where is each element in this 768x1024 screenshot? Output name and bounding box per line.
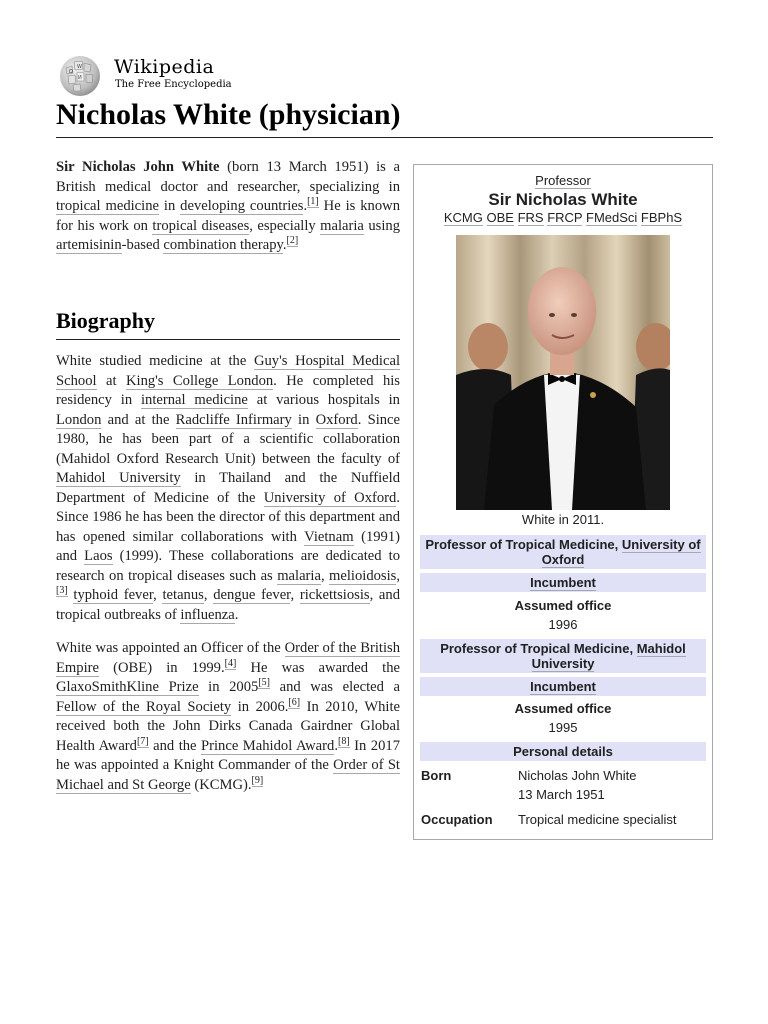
link-tetanus[interactable]: tetanus [162, 587, 204, 603]
infobox-post-nominals [414, 210, 712, 225]
personal-details-heading: Personal details [420, 742, 706, 761]
link-frs[interactable]: FRS [517, 210, 544, 225]
born-label: Born [421, 768, 452, 783]
link-frcp[interactable]: FRCP [547, 210, 583, 225]
link-tropical-medicine[interactable]: tropical medicine [56, 198, 159, 214]
citation-2[interactable]: [2] [286, 235, 299, 247]
link-office-mahidol-university[interactable]: Mahidol University [531, 641, 686, 671]
office-1-status [420, 573, 706, 592]
office-2-title: Professor of Tropical Medicine, Mahidol University [420, 639, 706, 673]
infobox [413, 164, 713, 840]
office-1-assumed-year: 1996 [548, 617, 578, 632]
link-tropical-diseases[interactable]: tropical diseases [152, 217, 250, 234]
citation-8[interactable]: [8] [337, 735, 350, 747]
link-order-st-michael-st-george[interactable]: Order of St Michael and St George [56, 757, 400, 793]
office-1-title: Professor of Tropical Medicine, University of Oxford [420, 535, 706, 569]
link-order-british-empire[interactable]: Order of the British Empire [56, 640, 400, 676]
link-incumbent-2[interactable]: Incumbent [530, 679, 596, 694]
link-glaxosmithkline-prize[interactable]: GlaxoSmithKline Prize [56, 679, 199, 695]
wikipedia-globe-icon[interactable] [56, 54, 106, 98]
link-developing-countries[interactable]: developing countries [180, 198, 304, 214]
link-typhoid-fever[interactable]: typhoid fever [73, 587, 154, 603]
link-malaria[interactable]: malaria [320, 217, 364, 234]
occupation-label: Occupation [421, 812, 493, 827]
portrait-caption: White in 2011. [521, 512, 605, 527]
link-oxford[interactable]: Oxford [315, 411, 358, 428]
biography-heading: Biography [56, 308, 156, 333]
biography-section [56, 352, 400, 809]
link-fellow-royal-society[interactable]: Fellow of the Royal Society [56, 698, 232, 715]
subject-name: Sir Nicholas John White [56, 159, 220, 175]
link-dengue-fever[interactable]: dengue fever [213, 587, 291, 603]
citation-1[interactable]: [1] [307, 196, 319, 208]
infobox-name: Sir Nicholas White [488, 190, 638, 209]
link-professor[interactable]: Professor [535, 173, 591, 188]
link-mahidol-university[interactable]: Mahidol University [56, 470, 181, 486]
link-radcliffe-infirmary[interactable]: Radcliffe Infirmary [175, 411, 292, 428]
link-influenza[interactable]: influenza [180, 606, 235, 623]
wikipedia-wordmark[interactable]: Wikipedia [114, 56, 215, 78]
link-laos[interactable]: Laos [84, 548, 113, 564]
biography-paragraph-2: White was appointed an Officer of the Order of the British Empire (OBE) in 1999.[4] He was awarded the GlaxoSmithKline Prize in 2005[5] and was elected a Fellow of the Royal Society in 2006.[6] In 2010, White received both the John Dirks Canada Gairdner Global Health Award[7] and the Prince Mahidol Award.[8] In 2017 he was appointed a Knight Commander of the Order of St Michael and St George (KCMG).[9] [56, 640, 400, 793]
wikipedia-tagline: The Free Encyclopedia [115, 79, 232, 90]
site-header [56, 54, 276, 98]
citation-9[interactable]: [9] [251, 774, 264, 786]
intro-paragraph: Sir Nicholas John White (born 13 March 1951) is a British medical doctor and researcher, specializing in tropical medicine in developing countries.[1] He is known for his work on tropical diseases, especially malaria using artemisinin-based combination therapy.[2] [56, 159, 400, 253]
link-incumbent-1[interactable]: Incumbent [530, 575, 596, 590]
link-combination-therapy[interactable]: combination therapy [163, 237, 283, 253]
portrait-image[interactable] [456, 235, 670, 510]
title-divider [56, 137, 713, 138]
link-vietnam[interactable]: Vietnam [304, 528, 354, 545]
citation-5[interactable]: [5] [258, 677, 270, 689]
link-malaria-2[interactable]: malaria [277, 567, 321, 584]
link-fmedsci[interactable]: FMedSci [586, 210, 638, 225]
link-kcmg[interactable]: KCMG [443, 210, 483, 225]
link-melioidosis[interactable]: melioidosis [329, 567, 397, 584]
office-1-assumed-label: Assumed office [514, 598, 612, 613]
citation-4[interactable]: [4] [224, 657, 237, 669]
office-2-assumed-label: Assumed office [514, 701, 612, 716]
link-london[interactable]: London [56, 411, 102, 428]
office-2-assumed-year: 1995 [548, 720, 578, 735]
svg-text:W: W [77, 64, 82, 70]
office-2-status [420, 677, 706, 696]
citation-7[interactable]: [7] [136, 735, 149, 747]
link-obe[interactable]: OBE [486, 210, 514, 225]
citation-6[interactable]: [6] [288, 696, 301, 708]
link-kings-college-london[interactable]: King's College London [125, 372, 274, 389]
born-name: Nicholas John White [518, 768, 637, 783]
link-internal-medicine[interactable]: internal medicine [140, 392, 248, 408]
link-fbphs[interactable]: FBPhS [640, 210, 683, 225]
page-title: Nicholas White (physician) [56, 98, 401, 131]
link-rickettsiosis[interactable]: rickettsiosis [299, 587, 370, 603]
link-office-university-of-oxford[interactable]: University of Oxford [541, 537, 701, 567]
svg-text:И: И [78, 75, 82, 81]
citation-3[interactable]: [3] [56, 585, 68, 597]
link-university-of-oxford[interactable]: University of Oxford [263, 489, 397, 506]
born-date: 13 March 1951 [518, 787, 605, 802]
intro-section [56, 158, 400, 270]
occupation-value: Tropical medicine specialist [518, 812, 677, 827]
link-guys-hospital[interactable]: Guy's Hospital Medical School [56, 353, 400, 389]
biography-paragraph-1: White studied medicine at the Guy's Hospital Medical School at King's College London. He completed his residency in internal medicine at various hospitals in London and at the Radcliffe Infirmary in Oxford. Since 1980, he has been part of a scientific collaboration (Mahidol Oxford Research Unit) between the faculty of Mahidol University in Thailand and the Nuffield Department of Medicine of the University of Oxford. Since 1986 he has been the director of this department and has opened similar collaborations with Vietnam (1991) and Laos (1999). These collaborations are dedicated to research on tropical diseases such as malaria, melioidosis,[3] typhoid fever, tetanus, dengue fever, rickettsiosis, and tropical outbreaks of influenza. [56, 353, 401, 623]
link-prince-mahidol-award[interactable]: Prince Mahidol Award [201, 737, 335, 754]
svg-text:Ω: Ω [69, 69, 73, 75]
biography-divider [56, 339, 400, 340]
link-artemisinin[interactable]: artemisinin [56, 237, 122, 253]
infobox-honorific [414, 173, 712, 188]
